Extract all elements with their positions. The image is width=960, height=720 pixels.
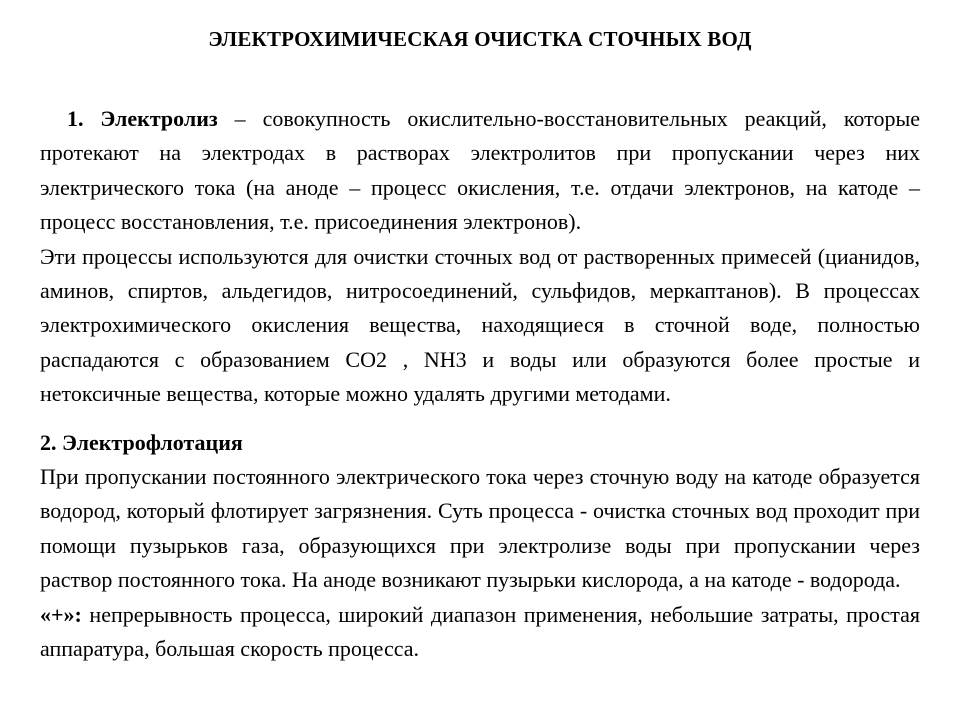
electrolysis-paragraph <box>40 102 920 240</box>
page-title: ЭЛЕКТРОХИМИЧЕСКАЯ ОЧИСТКА СТОЧНЫХ ВОД <box>208 27 752 51</box>
electrolysis-term: 1. Электролиз <box>67 106 218 131</box>
electrolysis-definition: – совокупность окислительно-восстановительных реакций, которые протекают на электродах в растворах электролитов при пропускании через них электрического тока (на аноде – процесс окисления, т.е. отдачи электронов, на катоде – процесс восстановления, т.е. присоединения электронов). <box>40 106 920 235</box>
advantages-list: непрерывность процесса, широкий диапазон применения, небольшие затраты, простая аппаратура, большая скорость процесса. <box>40 601 920 662</box>
advantages-plus-label: «+»: <box>40 601 82 627</box>
electroflotation-description-paragraph: При пропускании постоянного электрического тока через сточную воду на катоде образуется водород, который флотирует загрязнения. Суть процесса - очистка сточных вод проходит при помощи пузырьков газа, образующихся при электролизе воды при пропускании через раствор постоянного тока. На аноде возникают пузырьки кислорода, а на катоде - водорода. <box>40 464 920 593</box>
electroflotation-heading: 2. Электрофлотация <box>40 429 243 455</box>
electrolysis-applications-paragraph: Эти процессы используются для очистки сточных вод от растворенных примесей (цианидов, аминов, спиртов, альдегидов, нитросоединений, сульфидов, меркаптанов). В процессах электрохимического окисления вещества, находящиеся в сточной воде, полностью распадаются с образованием CO2 , NH3 и воды или образуются более простые и нетоксичные вещества, которые можно удалять другими методами. <box>40 243 920 407</box>
advantages-paragraph <box>40 598 920 667</box>
